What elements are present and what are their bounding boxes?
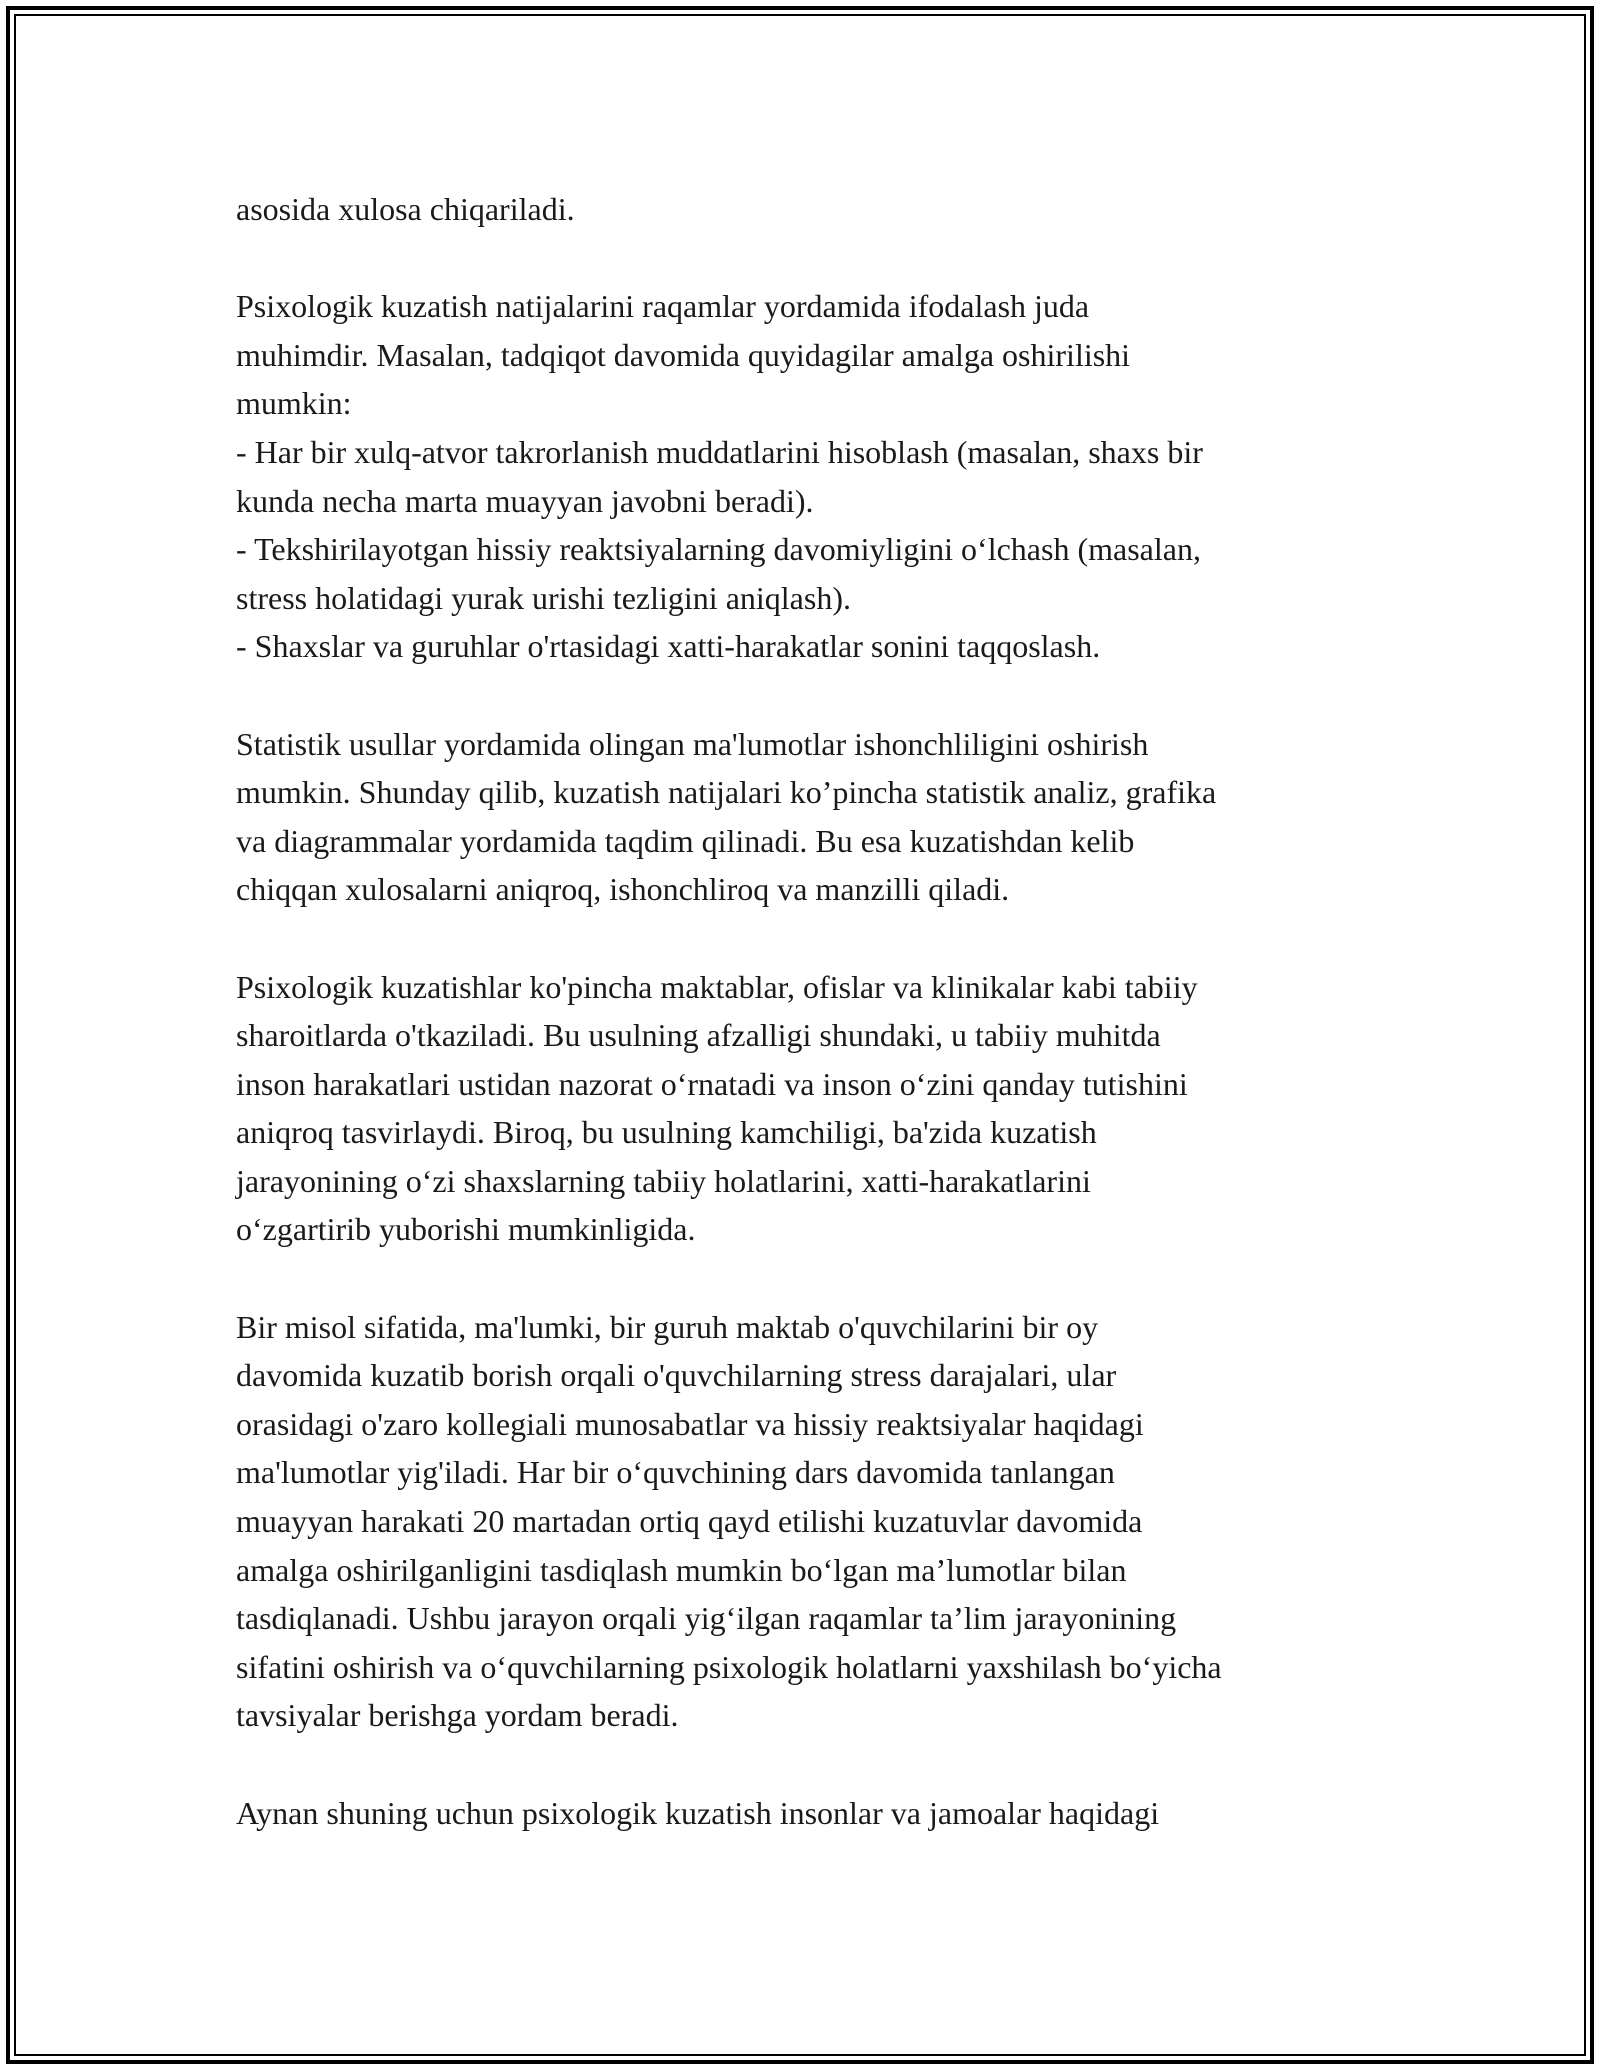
- paragraph-1: [236, 185, 1416, 234]
- text-line: muhimdir. Masalan, tadqiqot davomida quyidagilar amalga oshirilishi: [236, 336, 1131, 373]
- paragraph-3: [236, 720, 1416, 914]
- text-line: inson harakatlari ustidan nazorat o‘rnatadi va inson o‘zini qanday tutishini: [236, 1065, 1188, 1102]
- text-line: stress holatidagi yurak urishi tezligini aniqlash).: [236, 579, 851, 616]
- text-line: davomida kuzatib borish orqali o'quvchilarning stress darajalari, ular: [236, 1357, 1117, 1394]
- paragraph-4: [236, 963, 1416, 1255]
- text-line: Bir misol sifatida, ma'lumki, bir guruh maktab o'quvchilarini bir oy: [236, 1308, 1099, 1345]
- paragraph-5: [236, 1303, 1416, 1740]
- text-line: kunda necha marta muayyan javobni beradi).: [236, 482, 814, 519]
- text-line: va diagrammalar yordamida taqdim qilinadi. Bu esa kuzatishdan kelib: [236, 822, 1135, 859]
- list-item-line: - Har bir xulq-atvor takrorlanish muddatlarini hisoblash (masalan, shaxs bir: [236, 433, 1203, 470]
- text-line: chiqqan xulosalarni aniqroq, ishonchliroq va manzilli qiladi.: [236, 871, 1010, 908]
- text-line: asosida xulosa chiqariladi.: [236, 191, 575, 227]
- text-line: Psixologik kuzatishlar ko'pincha maktablar, ofislar va klinikalar kabi tabiiy: [236, 968, 1198, 1005]
- text-line: orasidagi o'zaro kollegiali munosabatlar va hissiy reaktsiyalar haqidagi: [236, 1405, 1144, 1442]
- text-line: sifatini oshirish va o‘quvchilarning psixologik holatlarni yaxshilash bo‘yicha: [236, 1648, 1222, 1685]
- text-line: ma'lumotlar yig'iladi. Har bir o‘quvchining dars davomida tanlangan: [236, 1454, 1115, 1491]
- text-line: Statistik usullar yordamida olingan ma'lumotlar ishonchliligini oshirish: [236, 725, 1149, 762]
- text-line: Aynan shuning uchun psixologik kuzatish insonlar va jamoalar haqidagi: [236, 1794, 1160, 1831]
- text-line: mumkin. Shunday qilib, kuzatish natijalari ko’pincha statistik analiz, grafika: [236, 774, 1217, 811]
- list-item-line: - Tekshirilayotgan hissiy reaktsiyalarning davomiyligini o‘lchash (masalan,: [236, 531, 1201, 568]
- document-body: [236, 185, 1416, 1886]
- text-line: sharoitlarda o'tkaziladi. Bu usulning afzalligi shundaki, u tabiiy muhitda: [236, 1017, 1161, 1054]
- text-line: Psixologik kuzatish natijalarini raqamlar yordamida ifodalash juda: [236, 288, 1090, 325]
- text-line: jarayonining o‘zi shaxslarning tabiiy holatlarini, xatti-harakatlarini: [236, 1162, 1091, 1199]
- list-item-line: - Shaxslar va guruhlar o'rtasidagi xatti-harakatlar sonini taqqoslash.: [236, 628, 1101, 665]
- text-line: tasdiqlanadi. Ushbu jarayon orqali yig‘ilgan raqamlar ta’lim jarayonining: [236, 1600, 1177, 1637]
- text-line: amalga oshirilganligini tasdiqlash mumkin bo‘lgan ma’lumotlar bilan: [236, 1551, 1127, 1588]
- text-line: aniqroq tasvirlaydi. Biroq, bu usulning kamchiligi, ba'zida kuzatish: [236, 1114, 1097, 1151]
- text-line: tavsiyalar berishga yordam beradi.: [236, 1697, 679, 1734]
- paragraph-6: [236, 1789, 1416, 1838]
- paragraph-2: [236, 282, 1416, 671]
- text-line: muayyan harakati 20 martadan ortiq qayd etilishi kuzatuvlar davomida: [236, 1503, 1143, 1540]
- text-line: mumkin:: [236, 385, 352, 422]
- text-line: o‘zgartirib yuborishi mumkinligida.: [236, 1211, 696, 1248]
